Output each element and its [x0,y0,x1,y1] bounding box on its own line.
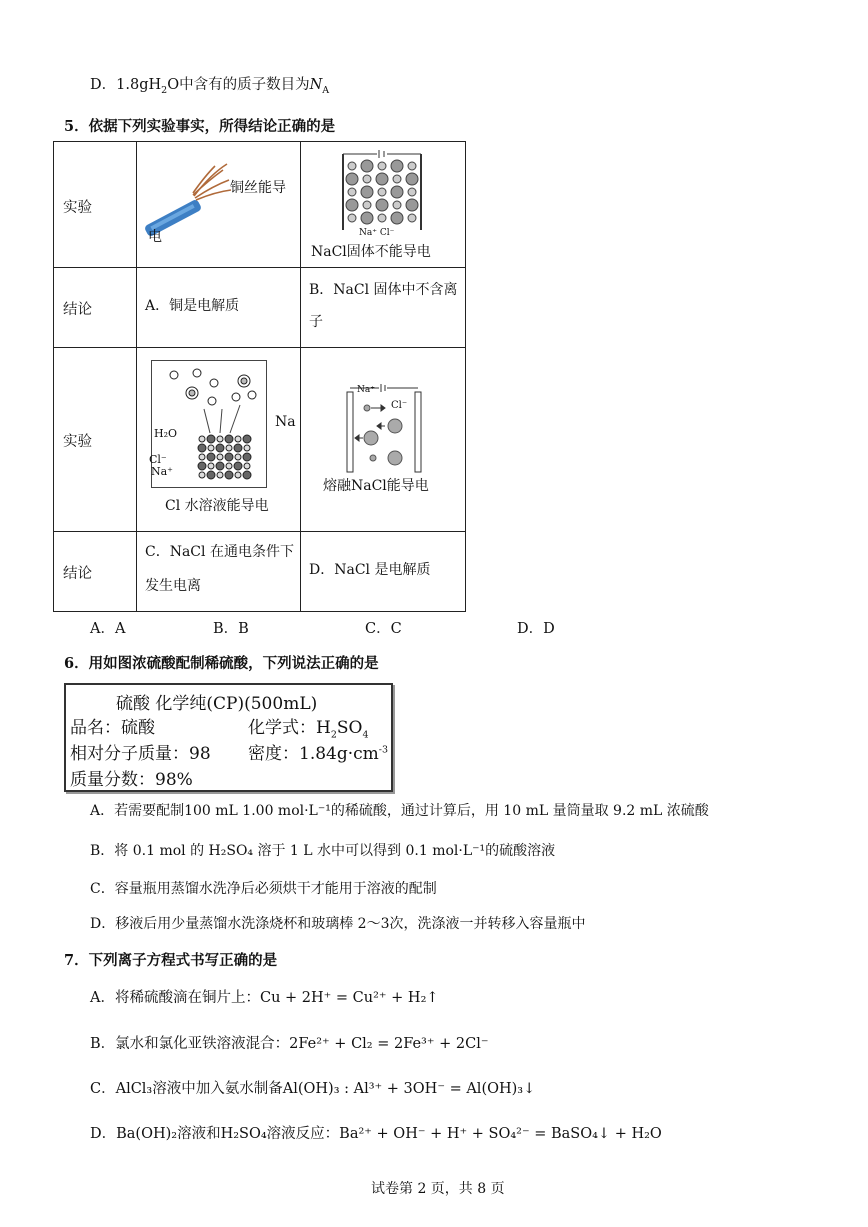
conclusion-c-a: C．NaCl 在通电条件下 [145,544,294,560]
conclusion-d: D．NaCl 是电解质 [309,562,431,578]
conclusion-d-cell [301,532,466,612]
label-density: 密度：$1.84g\cdot cm^{-3}$ [248,744,389,764]
label-title: 硫酸 化学纯(CP)(500mL) [116,694,318,714]
conclusion-b-a: B．NaCl 固体中不含离 [309,282,458,298]
conclusion-b-cell [301,268,466,348]
q6-stem: 6．用如图浓硫酸配制稀硫酸，下列说法正确的是 [64,655,379,672]
q6-option-c: C．容量瓶用蒸馏水洗净后必须烘干才能用于溶液的配制 [90,881,437,897]
row-label: 实验 [63,434,92,450]
q7-option-b: B．氯水和氯化亚铁溶液混合：2Fe²⁺ + Cl₂ = 2Fe³⁺ + 2Cl⁻ [90,1036,489,1052]
q5-stem: 5．依据下列实验事实，所得结论正确的是 [64,118,336,135]
label-fraction: 质量分数：98% [70,770,193,790]
sulfuric-acid-label [64,683,393,792]
row3-label-cell [54,348,137,532]
nacl-solution-cell [137,348,301,532]
solution-cl-label: Cl⁻ [149,453,167,466]
q7-option-c: C．AlCl₃溶液中加入氨水制备Al(OH)₃ : Al³⁺ + 3OH⁻ = Al(OH)₃↓ [90,1081,536,1097]
q5-choice-c: C．C [365,621,402,637]
copper-wire-cell [137,142,301,268]
solution-na-label: Na⁺ [151,465,173,478]
q7-option-a: A．将稀硫酸滴在铜片上：Cu + 2H⁺ = Cu²⁺ + H₂↑ [90,990,439,1006]
q7-stem: 7．下列离子方程式书写正确的是 [64,952,278,969]
nacl-solid-caption: NaCl固体不能导电 [311,244,431,260]
experiment-table [53,141,466,612]
label-name: 品名：硫酸 [70,718,155,738]
molten-nacl-image [345,384,425,474]
q7-option-d: D．Ba(OH)₂溶液和H₂SO₄溶液反应：Ba²⁺ + OH⁻ + H⁺ + SO₄²⁻ = BaSO₄↓ + H₂O [90,1126,662,1142]
row4-label-cell [54,532,137,612]
conclusion-c-b: 发生电离 [145,578,201,594]
copper-text-a: 铜丝能导 [230,180,286,196]
solution-side-text: Na [275,414,296,430]
page-footer: 试卷第 2 页，共 8 页 [371,1181,505,1197]
q6-option-d: D．移液后用少量蒸馏水洗涤烧杯和玻璃棒 2～3次，洗涤液一并转移入容量瓶中 [90,916,586,932]
nacl-solution-caption: Cl 水溶液能导电 [165,498,269,514]
row-label: 结论 [63,566,92,582]
row2-label-cell [54,268,137,348]
conclusion-a-cell [137,268,301,348]
row-label: 结论 [63,302,92,318]
molten-nacl-cell [301,348,466,532]
q6-option-a: A．若需要配制100 mL 1.00 mol·L⁻¹的稀硫酸，通过计算后，用 10 mL 量筒量取 9.2 mL 浓硫酸 [90,803,709,819]
q4-option-d: D．$1.8gH_2O$中含有的质子数目为$N_A$ [90,77,330,96]
label-mass: 相对分子质量：98 [70,744,211,764]
q5-choice-d: D．D [517,621,555,637]
row1-label-cell [54,142,137,268]
q5-choice-b: B．B [213,621,249,637]
molten-nacl-caption: 熔融NaCl能导电 [323,478,429,494]
conclusion-a: A．铜是电解质 [145,298,240,314]
row-label: 实验 [63,200,92,216]
nacl-solid-ions: Na⁺ Cl⁻ [359,228,395,238]
molten-cl-label: Cl⁻ [391,400,408,411]
label-formula: 化学式：$H_2SO_4$ [248,718,369,741]
molten-na-label: Na⁺ [357,385,375,395]
q5-choice-a: A．A [90,621,126,637]
solution-h2o-label: H₂O [154,427,178,440]
nacl-solid-lattice-image [337,148,427,238]
nacl-solid-cell [301,142,466,268]
conclusion-b-b: 子 [309,314,323,330]
q6-option-b: B．将 0.1 mol 的 H₂SO₄ 溶于 1 L 水中可以得到 0.1 mol·L⁻¹的硫酸溶液 [90,843,556,859]
copper-text-b: 电 [148,229,162,245]
conclusion-c-cell [137,532,301,612]
